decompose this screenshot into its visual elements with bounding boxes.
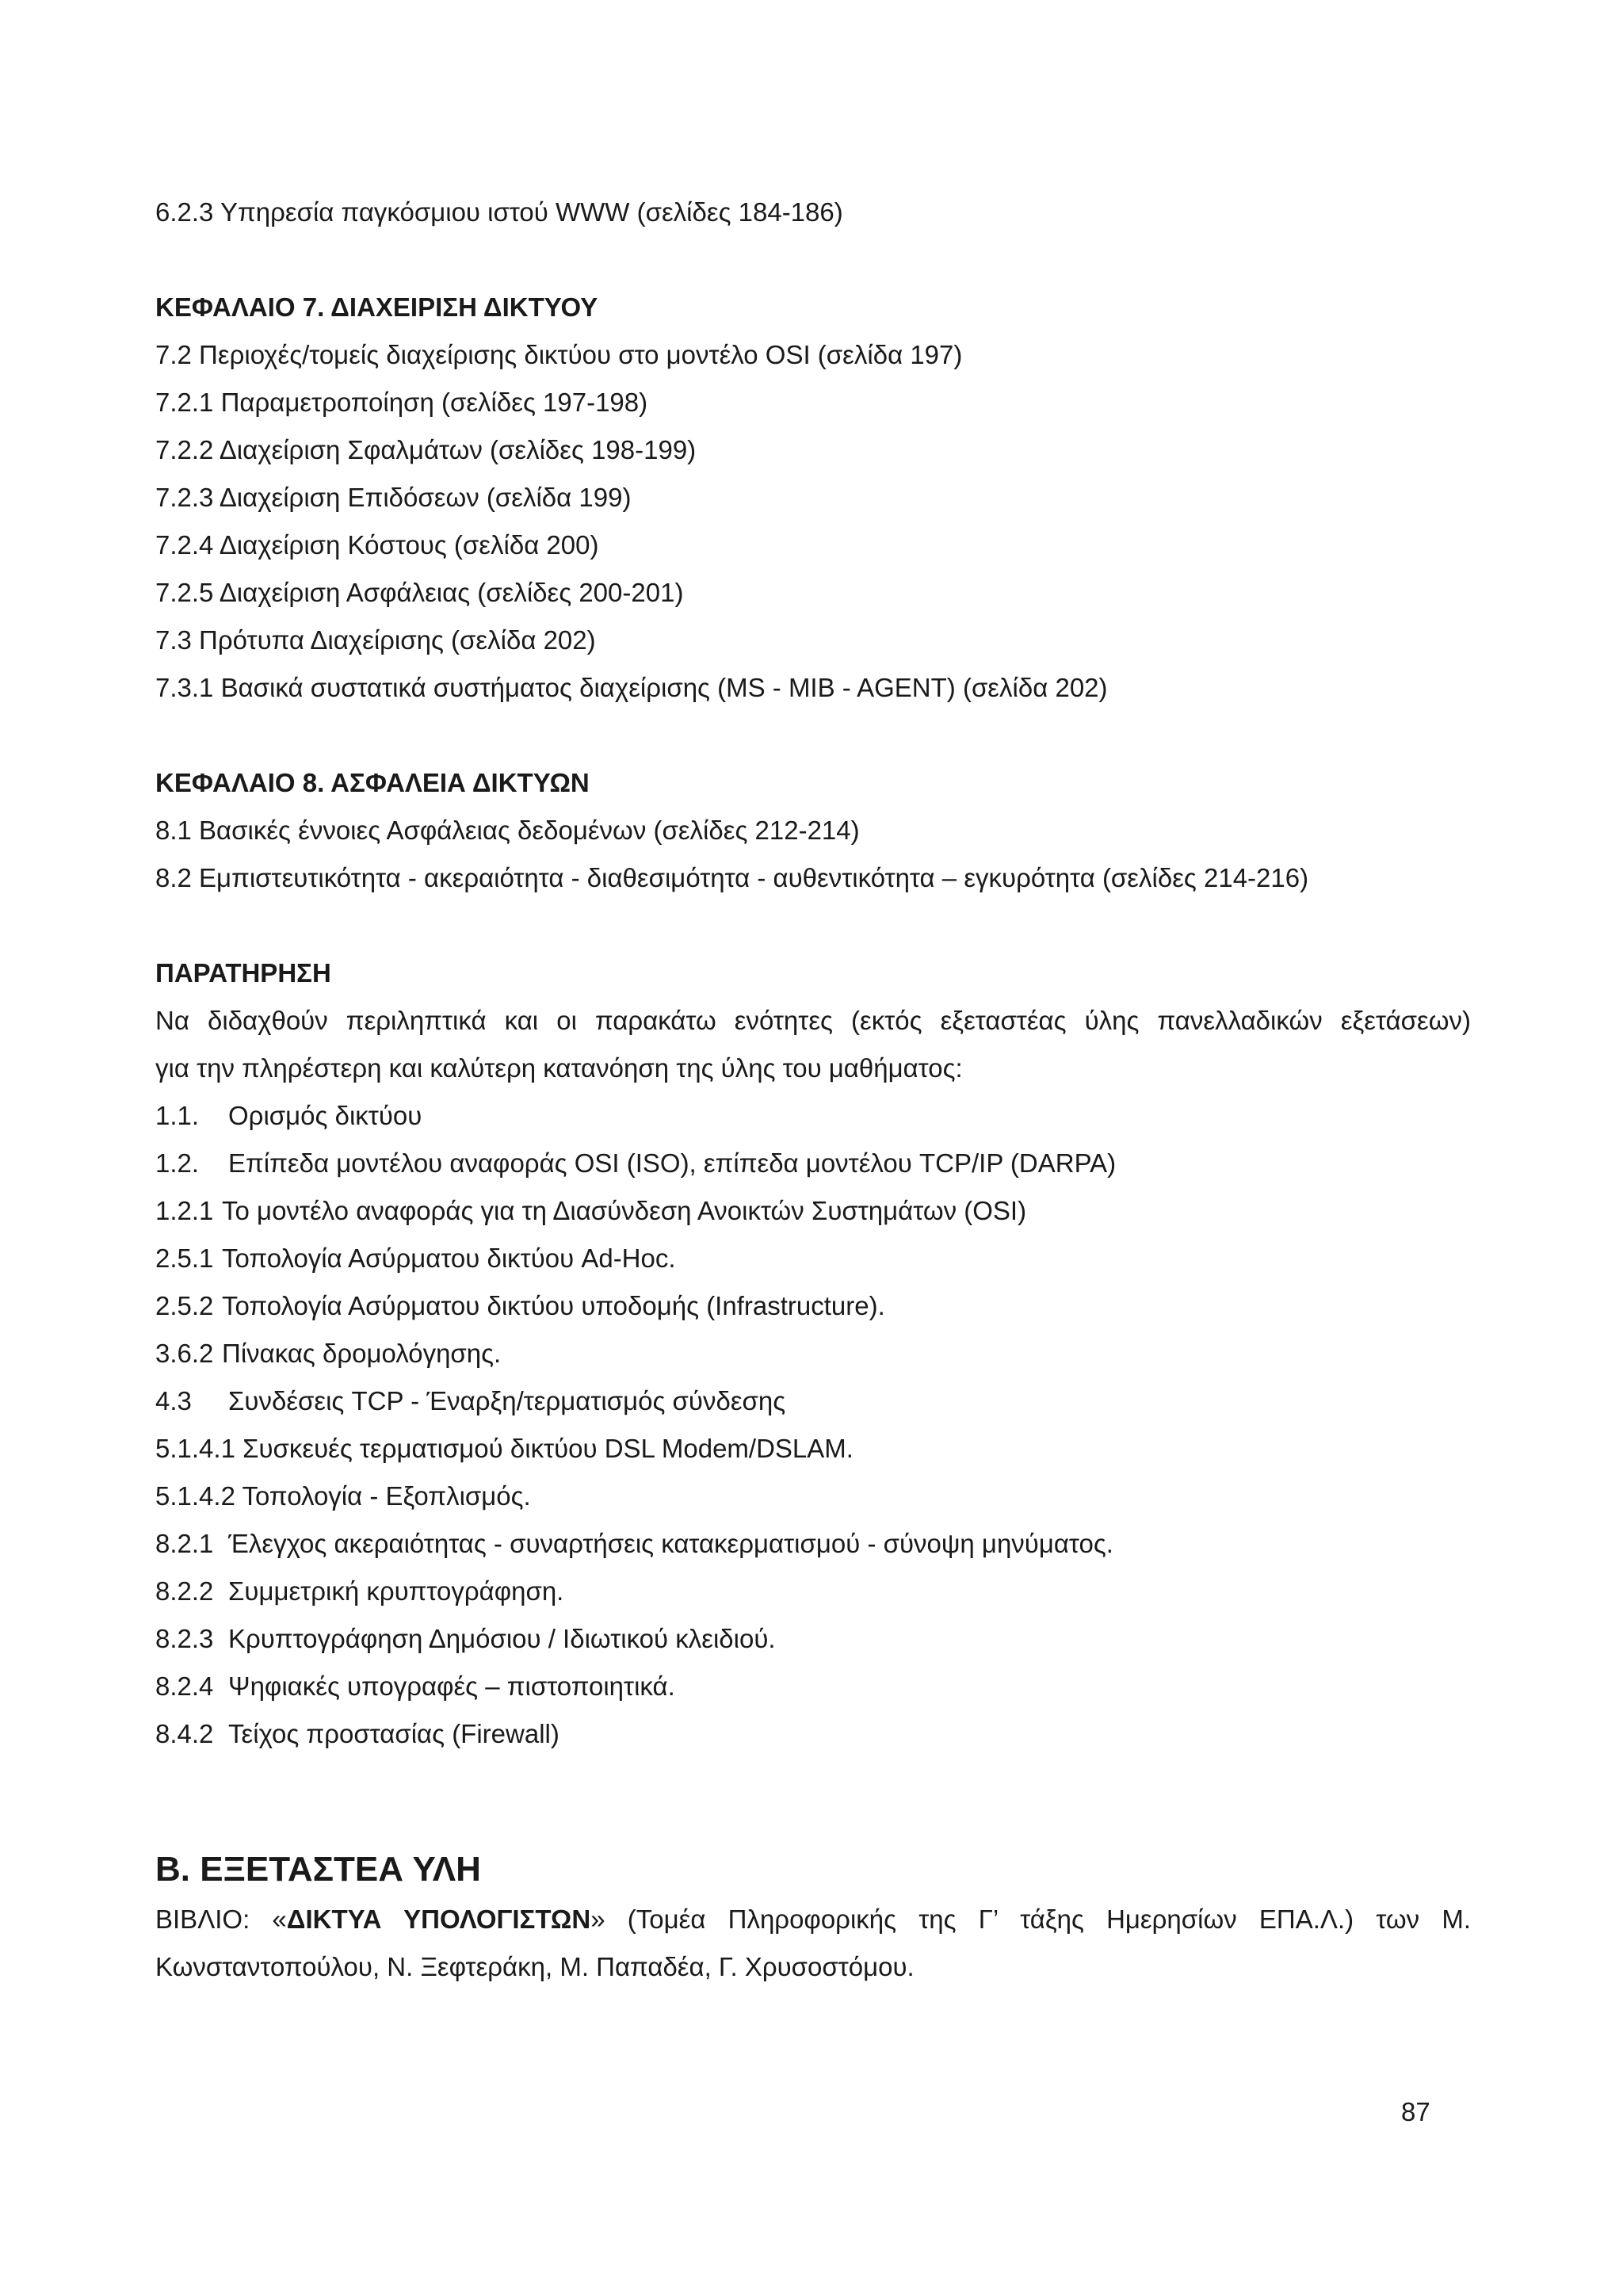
spacer (155, 1758, 1471, 1843)
note-list-item (155, 1568, 1471, 1615)
note-intro-line-2: για την πληρέστερη και καλύτερη κατανόηση της ύλης του μαθήματος: (155, 1053, 963, 1083)
item-number: 5.1.4.1 (155, 1434, 235, 1463)
chapter-7-heading: ΚΕΦΑΛΑΙΟ 7. ΔΙΑΧΕΙΡΙΣΗ ΔΙΚΤΥΟΥ (155, 292, 598, 322)
item-text: Πίνακας δρομολόγησης. (222, 1339, 502, 1368)
note-intro-line-1: Να διδαχθούν περιληπτικά και οι παρακάτω ενότητες (εκτός εξεταστέας ύλης πανελλαδικών εξετάσεων) (155, 1006, 1471, 1035)
list-item: 7.3 Πρότυπα Διαχείρισης (σελίδα 202) (155, 625, 596, 655)
item-text: Τοπολογία Ασύρματου δικτύου υποδομής (Infrastructure). (222, 1291, 885, 1320)
list-item: 8.2 Εμπιστευτικότητα - ακεραιότητα - διαθεσιμότητα - αυθεντικότητα – εγκυρότητα (σελίδες 214-216) (155, 863, 1309, 892)
note-list-item (155, 1663, 1471, 1710)
item-number: 8.2.2 (155, 1576, 214, 1606)
note-list-item (155, 1330, 1471, 1377)
item-text: Τείχος προστασίας (Firewall) (228, 1719, 559, 1748)
note-list-item (155, 1377, 1471, 1425)
item-number: 2.5.2 (155, 1291, 214, 1320)
note-list-item (155, 1615, 1471, 1663)
note-list-item (155, 1710, 1471, 1758)
item-number: 5.1.4.2 (155, 1481, 235, 1511)
document-body (155, 189, 1471, 1991)
note-list-item (155, 1187, 1471, 1235)
item-text: Το μοντέλο αναφοράς για τη Διασύνδεση Ανοικτών Συστημάτων (OSI) (222, 1196, 1027, 1225)
item-number: 1.1. (155, 1101, 200, 1130)
note-list-item (155, 1282, 1471, 1330)
list-item: 6.2.3 Υπηρεσία παγκόσμιου ιστού WWW (σελίδες 184-186) (155, 197, 843, 227)
note-list-item (155, 1425, 1471, 1473)
item-text: Επίπεδα μοντέλου αναφοράς OSI (ISO), επίπεδα μοντέλου TCP/IP (DARPA) (228, 1148, 1117, 1178)
book-line-2: Κωνσταντοπούλου, Ν. Ξεφτεράκη, Μ. Παπαδέα, Γ. Χρυσοστόμου. (155, 1952, 915, 1981)
list-item: 7.2.5 Διαχείριση Ασφάλειας (σελίδες 200-201) (155, 578, 684, 607)
book-line-1 (155, 1896, 1471, 1943)
item-text: Έλεγχος ακεραιότητας - συναρτήσεις κατακερματισμού - σύνοψη μηνύματος. (228, 1529, 1113, 1558)
list-item: 7.2.3 Διαχείριση Επιδόσεων (σελίδα 199) (155, 483, 632, 512)
list-item: 7.3.1 Βασικά συστατικά συστήματος διαχείρισης (MS - MIB - AGENT) (σελίδα 202) (155, 673, 1108, 702)
list-item: 7.2 Περιοχές/τομείς διαχείρισης δικτύου στο μοντέλο OSI (σελίδα 197) (155, 340, 963, 369)
book-title: ΔΙΚΤΥΑ ΥΠΟΛΟΓΙΣΤΩΝ (286, 1904, 591, 1934)
item-text: Ορισμός δικτύου (228, 1101, 422, 1130)
note-list-item (155, 1140, 1471, 1187)
item-number: 8.2.1 (155, 1529, 214, 1558)
list-item: 7.2.2 Διαχείριση Σφαλμάτων (σελίδες 198-199) (155, 435, 697, 464)
item-text: Ψηφιακές υπογραφές – πιστοποιητικά. (228, 1671, 675, 1701)
spacer (155, 236, 1471, 284)
item-number: 8.2.3 (155, 1624, 214, 1653)
note-heading: ΠΑΡΑΤΗΡΗΣΗ (155, 958, 331, 988)
note-list-item (155, 1235, 1471, 1282)
note-list-item (155, 1092, 1471, 1140)
section-b-title: Β. ΕΞΕΤΑΣΤΕΑ ΥΛΗ (155, 1850, 481, 1889)
item-text: Τοπολογία - Εξοπλισμός. (242, 1481, 531, 1511)
page-number: 87 (1401, 2097, 1430, 2126)
list-item: 7.2.1 Παραμετροποίηση (σελίδες 197-198) (155, 388, 648, 417)
item-number: 8.4.2 (155, 1719, 214, 1748)
item-text: Συσκευές τερματισμού δικτύου DSL Modem/DSLAM. (242, 1434, 854, 1463)
item-number: 2.5.1 (155, 1244, 214, 1273)
item-text: Κρυπτογράφηση Δημόσιου / Ιδιωτικού κλειδιού. (228, 1624, 776, 1653)
spacer (155, 712, 1471, 759)
list-item: 7.2.4 Διαχείριση Κόστους (σελίδα 200) (155, 530, 599, 560)
item-text: Συνδέσεις TCP - Έναρξη/τερματισμός σύνδεσης (228, 1386, 786, 1415)
note-list-item (155, 1473, 1471, 1520)
item-text: Τοπολογία Ασύρματου δικτύου Ad-Hoc. (222, 1244, 676, 1273)
book-suffix: » (Τομέα Πληροφορικής της Γ’ τάξης Ημερησίων ΕΠΑ.Λ.) των Μ. (590, 1904, 1472, 1934)
item-text: Συμμετρική κρυπτογράφηση. (228, 1576, 564, 1606)
chapter-8-heading: ΚΕΦΑΛΑΙΟ 8. ΑΣΦΑΛΕΙΑ ΔΙΚΤΥΩΝ (155, 768, 590, 797)
note-list-item (155, 1520, 1471, 1568)
item-number: 8.2.4 (155, 1671, 214, 1701)
item-number: 1.2.1 (155, 1196, 214, 1225)
item-number: 4.3 (155, 1386, 192, 1415)
item-number: 3.6.2 (155, 1339, 214, 1368)
item-number: 1.2. (155, 1148, 200, 1178)
list-item: 8.1 Βασικές έννοιες Ασφάλειας δεδομένων (σελίδες 212-214) (155, 816, 860, 845)
spacer (155, 902, 1471, 949)
book-prefix: ΒΙΒΛΙΟ: « (155, 1904, 287, 1934)
